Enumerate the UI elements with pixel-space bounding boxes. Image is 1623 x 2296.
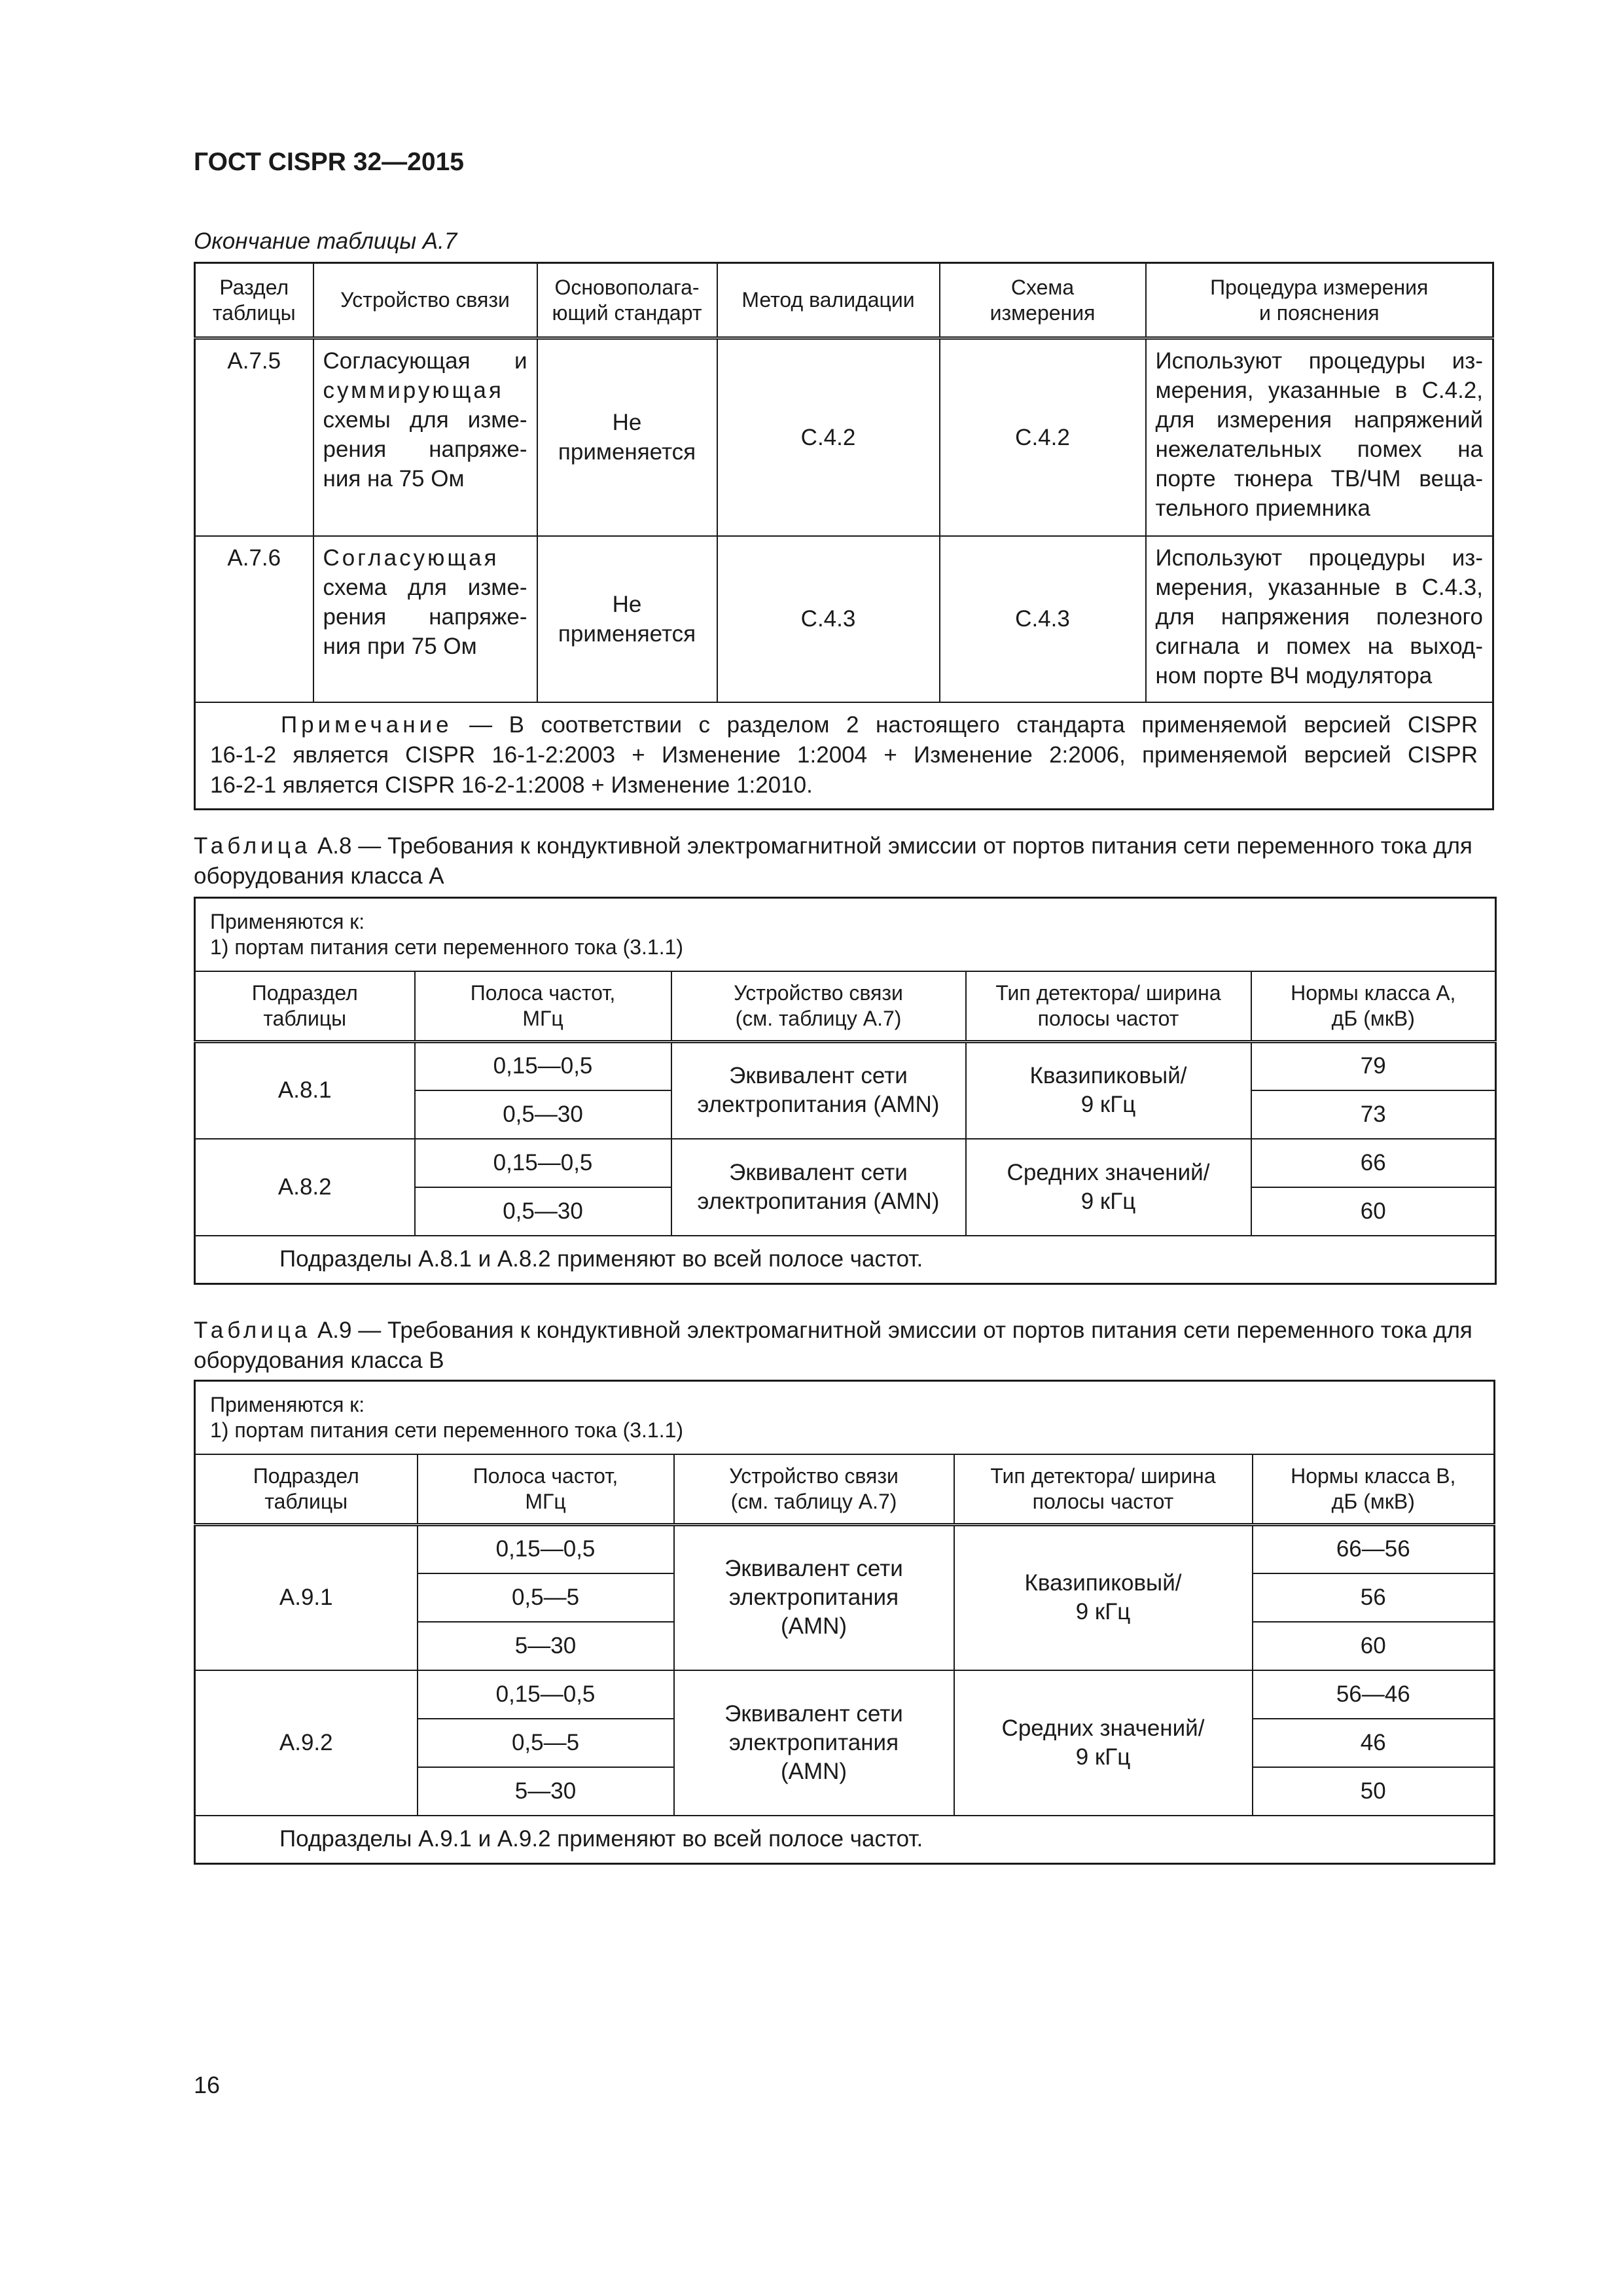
table-row	[195, 1042, 1496, 1090]
table-row	[195, 536, 1493, 702]
detector-cell: Средних значений/ 9 кГц	[966, 1139, 1251, 1236]
limit-cell: 60	[1253, 1622, 1495, 1670]
header-cell-coupling-device: Устройство связи (см. таблицу А.7)	[671, 971, 966, 1042]
table-a8-footer-row	[195, 1236, 1496, 1284]
table-a9-footer-row	[195, 1816, 1495, 1864]
detector-cell: Квазипиковый/ 9 кГц	[966, 1042, 1251, 1139]
device-cell: Эквивалент сети электропитания (AMN)	[671, 1042, 966, 1139]
band-cell: 0,5—30	[415, 1090, 671, 1139]
device-cell: Согласующая и суммирующая схемы для изме- рения напряже- ния на 75 Ом	[313, 338, 537, 536]
table-a7-continuation-caption: Окончание таблицы А.7	[194, 228, 457, 254]
header-cell-limits: Нормы класса В, дБ (мкВ)	[1253, 1454, 1495, 1525]
limit-cell: 56—46	[1253, 1670, 1495, 1719]
table-a7	[194, 262, 1494, 810]
detector-cell: Средних значений/ 9 кГц	[954, 1670, 1253, 1816]
procedure-cell: Используют процедуры из- мерения, указанные в С.4.2, для измерения напряжений нежелательных помех на порте тюнера ТВ/ЧМ веща- тельного приемника	[1146, 338, 1493, 536]
scheme-cell: С.4.3	[940, 536, 1146, 702]
header-cell-section: Раздел таблицы	[195, 263, 313, 338]
scheme-cell: С.4.2	[940, 338, 1146, 536]
subsection-cell: А.8.1	[195, 1042, 415, 1139]
limit-cell: 79	[1251, 1042, 1496, 1090]
header-cell-device: Устройство связи	[313, 263, 537, 338]
device-cell: Согласующая схема для изме- рения напряже- ния при 75 Ом	[313, 536, 537, 702]
limit-cell: 73	[1251, 1090, 1496, 1139]
header-cell-standard: Основополага- ющий стандарт	[537, 263, 717, 338]
note-label: Примечание	[281, 712, 453, 738]
detector-cell: Квазипиковый/ 9 кГц	[954, 1525, 1253, 1670]
band-cell: 5—30	[418, 1767, 674, 1816]
header-cell-subsection: Подраздел таблицы	[195, 971, 415, 1042]
table-a8	[194, 897, 1497, 1285]
table-a7-note: Примечание — В соответствии с разделом 2 настоящего стандарта применяемой версией CISPR 16-1-2 является CISPR 16-1-2:2003 + Изменение 1:2004 + Изменение 2:2006, применяемой версией CISPR 16-2-1 является CISPR 16-2-1:2008 + Изменение 1:2010.	[195, 702, 1493, 810]
applies-cell: Применяются к: 1) портам питания сети переменного тока (3.1.1)	[195, 1381, 1495, 1454]
header-cell-frequency-band: Полоса частот, МГц	[418, 1454, 674, 1525]
method-cell: С.4.3	[717, 536, 940, 702]
limit-cell: 50	[1253, 1767, 1495, 1816]
limit-cell: 56	[1253, 1573, 1495, 1622]
applies-row	[195, 1381, 1495, 1454]
header-cell-validation-method: Метод валидации	[717, 263, 940, 338]
table-row	[195, 1525, 1495, 1573]
band-cell: 0,15—0,5	[418, 1670, 674, 1719]
limit-cell: 66	[1251, 1139, 1496, 1187]
document-header-title: ГОСТ CISPR 32—2015	[194, 148, 464, 176]
section-cell: А.7.6	[195, 536, 313, 702]
table-row	[195, 1139, 1496, 1187]
table-a9-footer: Подразделы А.9.1 и А.9.2 применяют во всей полосе частот.	[195, 1816, 1495, 1864]
table-a9-caption: Таблица А.9 — Требования к кондуктивной электромагнитной эмиссии от портов питания сети переменного тока для оборудования класса В	[194, 1318, 1472, 1373]
header-cell-limits: Нормы класса А, дБ (мкВ)	[1251, 971, 1496, 1042]
table-a9-header-row	[195, 1454, 1495, 1525]
header-cell-detector: Тип детектора/ ширина полосы частот	[954, 1454, 1253, 1525]
band-cell: 0,5—5	[418, 1573, 674, 1622]
standard-cell: Не применяется	[537, 536, 717, 702]
limit-cell: 66—56	[1253, 1525, 1495, 1573]
table-a8-caption: Таблица А.8 — Требования к кондуктивной электромагнитной эмиссии от портов питания сети переменного тока для оборудования класса А	[194, 833, 1472, 889]
header-cell-procedure: Процедура измерения и пояснения	[1146, 263, 1493, 338]
band-cell: 0,15—0,5	[415, 1042, 671, 1090]
header-cell-measurement-scheme: Схема измерения	[940, 263, 1146, 338]
table-a7-note-row	[195, 702, 1493, 810]
band-cell: 0,15—0,5	[418, 1525, 674, 1573]
device-cell: Эквивалент сети электропитания (AMN)	[671, 1139, 966, 1236]
section-cell: А.7.5	[195, 338, 313, 536]
header-cell-coupling-device: Устройство связи (см. таблицу А.7)	[674, 1454, 954, 1525]
procedure-cell: Используют процедуры из- мерения, указанные в С.4.3, для напряжения полезного сигнала и помех на выход- ном порте ВЧ модулятора	[1146, 536, 1493, 702]
table-row	[195, 338, 1493, 536]
band-cell: 0,15—0,5	[415, 1139, 671, 1187]
table-a8-header-row	[195, 971, 1496, 1042]
device-cell: Эквивалент сети электропитания (AMN)	[674, 1525, 954, 1670]
band-cell: 0,5—30	[415, 1187, 671, 1236]
table-a8-footer: Подразделы А.8.1 и А.8.2 применяют во всей полосе частот.	[195, 1236, 1496, 1284]
band-cell: 5—30	[418, 1622, 674, 1670]
device-cell: Эквивалент сети электропитания (AMN)	[674, 1670, 954, 1816]
limit-cell: 46	[1253, 1719, 1495, 1767]
subsection-cell: А.8.2	[195, 1139, 415, 1236]
page-number: 16	[194, 2072, 221, 2098]
method-cell: С.4.2	[717, 338, 940, 536]
header-cell-subsection: Подраздел таблицы	[195, 1454, 418, 1525]
limit-cell: 60	[1251, 1187, 1496, 1236]
header-cell-frequency-band: Полоса частот, МГц	[415, 971, 671, 1042]
table-row	[195, 1670, 1495, 1719]
applies-row	[195, 898, 1496, 971]
applies-cell: Применяются к: 1) портам питания сети переменного тока (3.1.1)	[195, 898, 1496, 971]
subsection-cell: А.9.2	[195, 1670, 418, 1816]
standard-cell: Не применяется	[537, 338, 717, 536]
table-a9	[194, 1380, 1495, 1865]
header-cell-detector: Тип детектора/ ширина полосы частот	[966, 971, 1251, 1042]
subsection-cell: А.9.1	[195, 1525, 418, 1670]
band-cell: 0,5—5	[418, 1719, 674, 1767]
table-a7-header-row	[195, 263, 1493, 338]
